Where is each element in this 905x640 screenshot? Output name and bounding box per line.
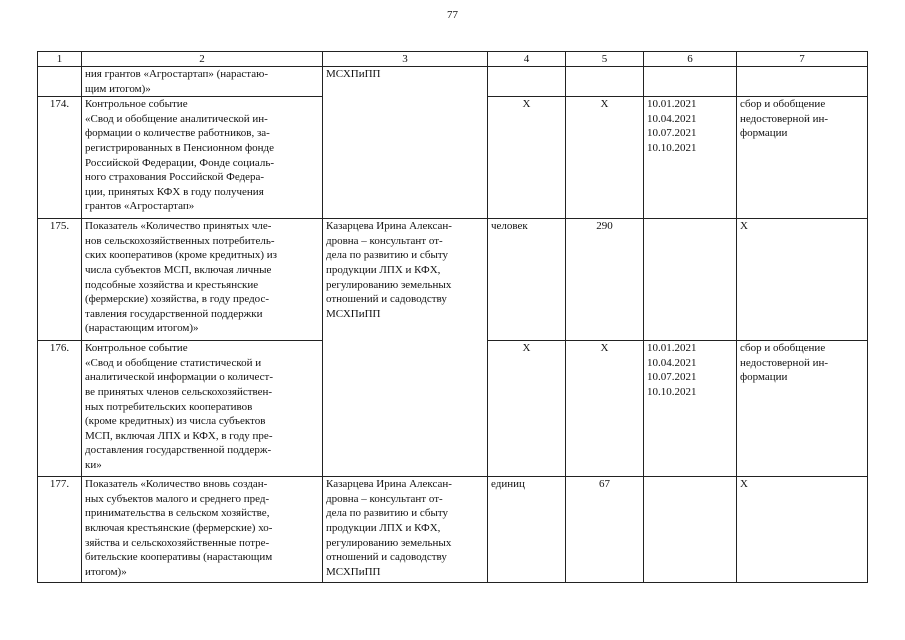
date: 10.07.2021: [647, 371, 697, 384]
date: 10.07.2021: [647, 127, 697, 140]
text-line: дровна – консультант от-: [326, 492, 443, 505]
row-number: 175.: [38, 219, 82, 341]
text-line: МСХПиПП: [326, 307, 381, 320]
row-responsible: [323, 67, 488, 219]
text-line: формации: [740, 371, 788, 384]
page-number: 77: [447, 9, 458, 21]
text-line: ве принятых членов сельскохозяйствен-: [85, 385, 273, 398]
row-risk: [737, 341, 868, 477]
column-header: 3: [323, 52, 488, 67]
row-number: 176.: [38, 341, 82, 477]
column-number-row: [38, 52, 868, 67]
text-line: дровна – консультант от-: [326, 234, 443, 247]
text-line: включая крестьянские (фермерские) хо-: [85, 521, 273, 534]
text-line: (нарастающим итогом)»: [85, 322, 199, 335]
text-line: аналитической информации о количест-: [85, 371, 274, 384]
text-line: ных субъектов малого и среднего пред-: [85, 492, 270, 505]
text-line: нов сельскохозяйственных потребитель-: [85, 234, 275, 247]
text-line: дела по развитию и сбыту: [326, 507, 449, 520]
text-line: грантов «Агростартап»: [85, 200, 195, 213]
text-line: МСП, включая ЛПХ и КФХ, в году пре-: [85, 429, 273, 442]
text-line: ских кооперативов (кроме кредитных) из: [85, 249, 277, 262]
text-line: зяйства и сельскохозяйственные потре-: [85, 536, 270, 549]
text-line: регистрированных в Пенсионном фонде: [85, 141, 275, 154]
text-line: числа субъектов МСП, включая личные: [85, 263, 272, 276]
row-risk: [737, 219, 868, 341]
row-risk: [737, 97, 868, 219]
row-dates: [644, 219, 737, 341]
row-number: [38, 67, 82, 97]
row-description: [82, 219, 323, 341]
row-unit: единиц: [488, 477, 566, 583]
row-description: [82, 477, 323, 583]
row-number: 177.: [38, 477, 82, 583]
text-line: ного страхования Российской Федера-: [85, 171, 265, 184]
text-line: (кроме кредитных) из числа субъектов: [85, 415, 266, 428]
text-line: отношений и садоводству: [326, 551, 447, 564]
plan-table: [37, 51, 868, 583]
text-line: ции, принятых КФХ в году получения: [85, 185, 264, 198]
row-value: 67: [566, 477, 644, 583]
text-line: продукции ЛПХ и КФХ,: [326, 521, 441, 534]
row-risk: [737, 67, 868, 97]
date: 10.10.2021: [647, 385, 697, 398]
text-line: сбор и обобщение: [740, 98, 826, 111]
row-dates: [644, 341, 737, 477]
text-line: Контрольное событие: [85, 98, 188, 111]
date: 10.01.2021: [647, 342, 697, 355]
text-line: (фермерские) хозяйства, в году предос-: [85, 293, 270, 306]
text-line: недостоверной ин-: [740, 112, 829, 125]
row-value: X: [566, 341, 644, 477]
text-line: формации: [740, 127, 788, 140]
text-line: подсобные хозяйства и крестьянские: [85, 278, 259, 291]
row-value: X: [566, 97, 644, 219]
text-line: Показатель «Количество принятых чле-: [85, 220, 272, 233]
text-line: Казарцева Ирина Алексан-: [326, 220, 452, 233]
text-line: X: [740, 220, 748, 233]
text-line: доставления государственной поддерж-: [85, 444, 272, 457]
text-line: недостоверной ин-: [740, 356, 829, 369]
text-line: Контрольное событие: [85, 342, 188, 355]
row-description: [82, 341, 323, 477]
text-line: тавления государственной поддержки: [85, 307, 263, 320]
text-line: регулированию земельных: [326, 278, 452, 291]
column-header: 1: [38, 52, 82, 67]
text-line: итогом)»: [85, 565, 127, 578]
text-line: формации о количестве работников, за-: [85, 127, 270, 140]
text-line: X: [740, 478, 748, 491]
text-line: Казарцева Ирина Алексан-: [326, 478, 452, 491]
column-header: 4: [488, 52, 566, 67]
row-unit: X: [488, 341, 566, 477]
text-line: Показатель «Количество вновь создан-: [85, 478, 268, 491]
row-value: [566, 67, 644, 97]
date: 10.10.2021: [647, 141, 697, 154]
table-row: [38, 67, 868, 97]
text-line: «Свод и обобщение аналитической ин-: [85, 112, 268, 125]
text-line: продукции ЛПХ и КФХ,: [326, 263, 441, 276]
text-line: сбор и обобщение: [740, 342, 826, 355]
row-dates: [644, 97, 737, 219]
date: 10.01.2021: [647, 98, 697, 111]
text-line: «Свод и обобщение статистической и: [85, 356, 262, 369]
row-responsible: [323, 219, 488, 477]
row-number: 174.: [38, 97, 82, 219]
text-line: МСХПиПП: [326, 68, 381, 80]
column-header: 5: [566, 52, 644, 67]
date: 10.04.2021: [647, 356, 697, 369]
row-description: [82, 97, 323, 219]
date: 10.04.2021: [647, 112, 697, 125]
text-line: дела по развитию и сбыту: [326, 249, 449, 262]
text-line: МСХПиПП: [326, 565, 381, 578]
row-unit: [488, 67, 566, 97]
table-row: [38, 477, 868, 583]
row-dates: [644, 477, 737, 583]
row-unit: человек: [488, 219, 566, 341]
text-line: ния грантов «Агростартап» (нарастаю-: [85, 68, 268, 80]
text-line: бительские кооперативы (нарастающим: [85, 551, 273, 564]
row-description: [82, 67, 323, 97]
text-line: принимательства в сельском хозяйстве,: [85, 507, 270, 520]
row-responsible: [323, 477, 488, 583]
row-risk: [737, 477, 868, 583]
column-header: 7: [737, 52, 868, 67]
text-line: ных потребительских кооперативов: [85, 400, 253, 413]
row-unit: X: [488, 97, 566, 219]
text-line: Российской Федерации, Фонде социаль-: [85, 156, 275, 169]
text-line: отношений и садоводству: [326, 293, 447, 306]
row-value: 290: [566, 219, 644, 341]
column-header: 6: [644, 52, 737, 67]
column-header: 2: [82, 52, 323, 67]
text-line: ки»: [85, 458, 102, 471]
text-line: щим итогом)»: [85, 82, 151, 95]
table-row: [38, 219, 868, 341]
row-dates: [644, 67, 737, 97]
text-line: регулированию земельных: [326, 536, 452, 549]
